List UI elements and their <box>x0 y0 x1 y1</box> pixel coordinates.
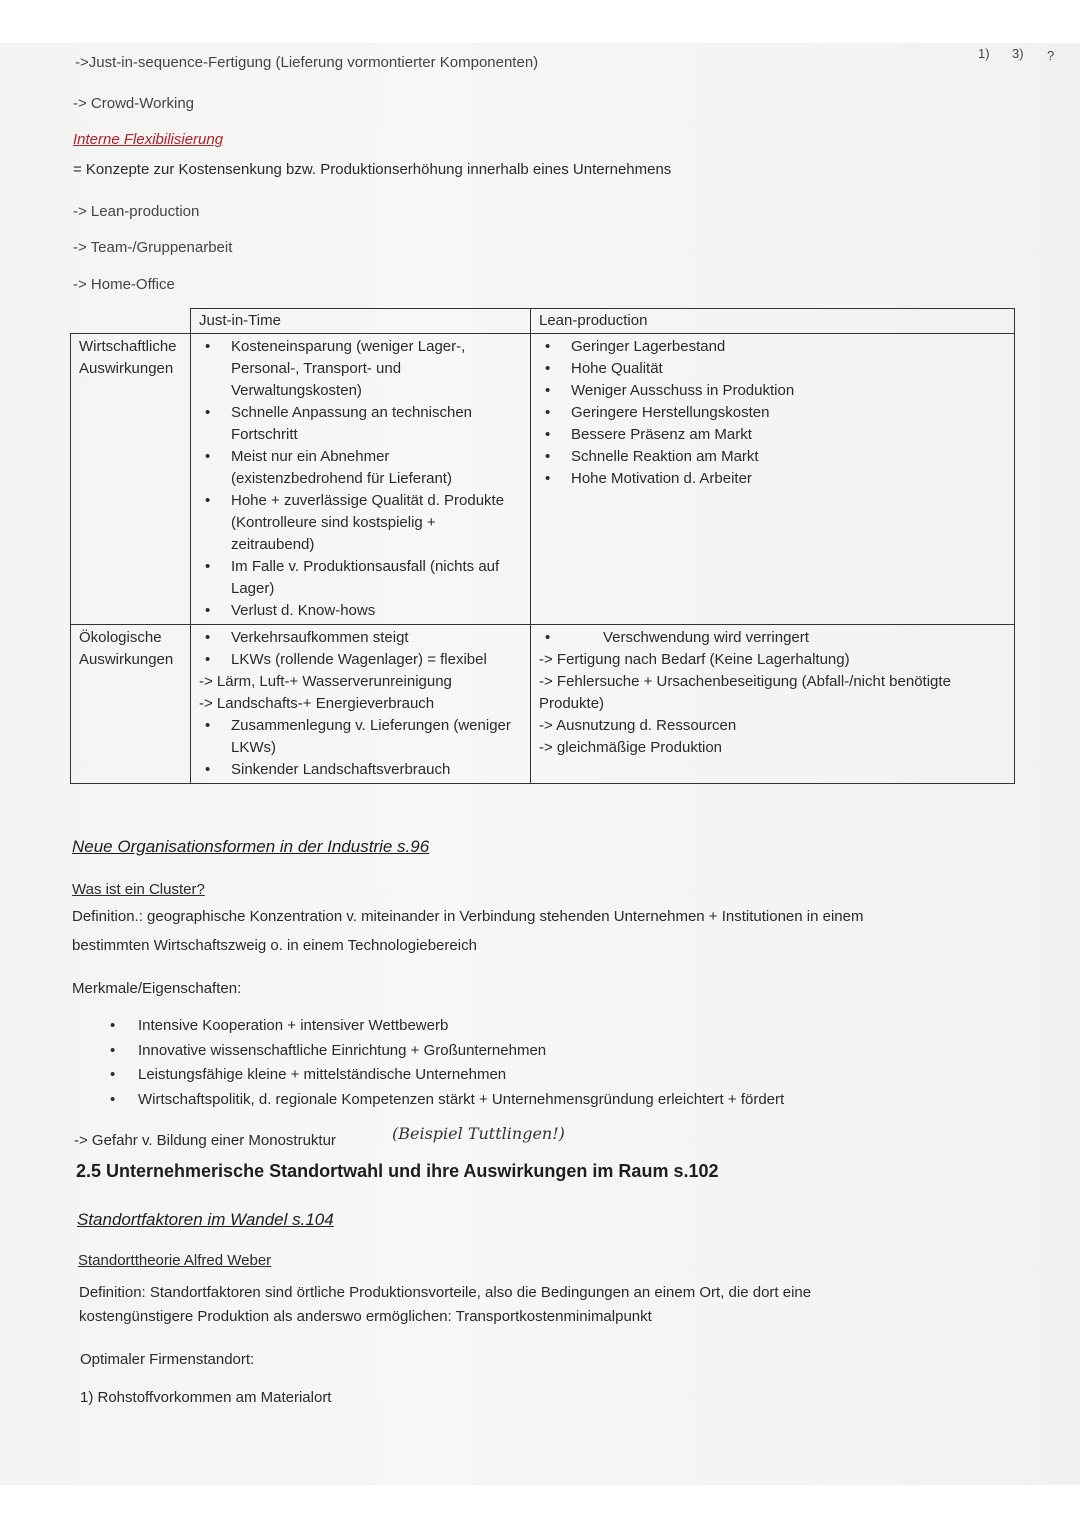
interne-item-3: -> Home-Office <box>73 276 175 293</box>
list-item: • Sinkender Landschaftsverbrauch <box>199 759 522 781</box>
standort-definition-1: Definition: Standortfaktoren sind örtliche Produktionsvorteile, also die Bedingungen an einem Ort, die dort eine <box>79 1284 812 1301</box>
section-title-organisation: Neue Organisationsformen in der Industrie s.96 <box>72 837 430 856</box>
economic-jit-cell <box>191 334 531 625</box>
ecological-lean-cell <box>531 625 1015 784</box>
cluster-definition-1: Definition.: geographische Konzentration v. miteinander in Verbindung stehenden Unternehmen + Institutionen in einem <box>72 908 864 925</box>
margin-mark-3: ? <box>1047 48 1055 63</box>
jis-line: ->Just-in-sequence-Fertigung (Lieferung vormontierter Komponenten) <box>75 54 539 71</box>
arrow-line: -> Fehlersuche + Ursachenbeseitigung (Abfall-/nicht benötigte Produkte) <box>539 673 951 712</box>
monostructure-risk: -> Gefahr v. Bildung einer Monostruktur <box>74 1132 336 1149</box>
table-header-row <box>71 309 1015 334</box>
list-item: • Intensive Kooperation + intensiver Wettbewerb <box>110 1014 784 1039</box>
list-item: • Hohe Motivation d. Arbeiter <box>539 468 1006 490</box>
table-header-empty <box>71 309 191 334</box>
margin-mark-2: 3) <box>1012 46 1024 61</box>
arrow-line: -> Lärm, Luft-+ Wasserverunreinigung <box>199 673 452 690</box>
list-item: • Kosteneinsparung (weniger Lager-, Personal-, Transport- und Verwaltungskosten) <box>199 336 522 402</box>
interne-definition: = Konzepte zur Kostensenkung bzw. Produktionserhöhung innerhalb eines Unternehmens <box>73 161 672 178</box>
list-item: • Im Falle v. Produktionsausfall (nichts auf Lager) <box>199 556 522 600</box>
list-item: • Meist nur ein Abnehmer (existenzbedrohend für Lieferant) <box>199 446 522 490</box>
list-item: • Innovative wissenschaftliche Einrichtung + Großunternehmen <box>110 1039 784 1064</box>
list-item: • Geringer Lagerbestand <box>539 336 1006 358</box>
table-header-lean: Lean-production <box>531 309 1015 334</box>
list-item: • Verlust d. Know-hows <box>199 600 522 622</box>
list-item: • Weniger Ausschuss in Produktion <box>539 380 1006 402</box>
section-title-2-5: 2.5 Unternehmerische Standortwahl und ihre Auswirkungen im Raum s.102 <box>76 1161 719 1181</box>
interne-heading: Interne Flexibilisierung <box>73 131 224 148</box>
list-item: • Zusammenlegung v. Lieferungen (weniger LKWs) <box>199 715 522 759</box>
row-label-ecological: Ökologische Auswirkungen <box>71 625 191 784</box>
cluster-definition-2: bestimmten Wirtschaftszweig o. in einem Technologiebereich <box>72 937 477 954</box>
list-item: • Hohe + zuverlässige Qualität d. Produkte (Kontrolleure sind kostspielig + zeitraubend) <box>199 490 522 556</box>
arrow-line: -> Fertigung nach Bedarf (Keine Lagerhaltung) <box>539 651 850 668</box>
comparison-table <box>70 308 1015 784</box>
optimal-item-1: 1) Rohstoffvorkommen am Materialort <box>80 1389 332 1406</box>
theory-heading: Standorttheorie Alfred Weber <box>78 1252 272 1269</box>
table-row-ecological <box>71 625 1015 784</box>
crowd-working-line: -> Crowd-Working <box>73 95 195 112</box>
arrow-line: -> Ausnutzung d. Ressourcen <box>539 717 737 734</box>
list-item: • Geringere Herstellungskosten <box>539 402 1006 424</box>
ecological-jit-cell <box>191 625 531 784</box>
interne-item-2: -> Team-/Gruppenarbeit <box>73 239 233 256</box>
list-item: • Verschwendung wird verringert <box>539 627 1006 649</box>
handwritten-note: (Beispiel Tuttlingen!) <box>392 1124 565 1143</box>
list-item: • Hohe Qualität <box>539 358 1006 380</box>
margin-mark-1: 1) <box>978 46 990 61</box>
table-row-economic <box>71 334 1015 625</box>
table-header-jit: Just-in-Time <box>191 309 531 334</box>
standort-definition-2: kostengünstigere Produktion als anderswo ermöglichen: Transportkostenminimalpunkt <box>79 1308 652 1325</box>
list-item: • Wirtschaftspolitik, d. regionale Kompetenzen stärkt + Unternehmensgründung erleichtert + fördert <box>110 1088 784 1113</box>
features-label: Merkmale/Eigenschaften: <box>72 980 242 997</box>
economic-lean-cell <box>531 334 1015 625</box>
list-item: • Schnelle Anpassung an technischen Fortschritt <box>199 402 522 446</box>
interne-item-1: -> Lean-production <box>73 203 200 220</box>
cluster-question: Was ist ein Cluster? <box>72 881 205 898</box>
optimal-label: Optimaler Firmenstandort: <box>80 1351 255 1368</box>
subsection-title: Standortfaktoren im Wandel s.104 <box>77 1210 334 1229</box>
features-list <box>110 1014 784 1112</box>
list-item: • Bessere Präsenz am Markt <box>539 424 1006 446</box>
row-label-economic: Wirtschaftliche Auswirkungen <box>71 334 191 625</box>
arrow-line: -> gleichmäßige Produktion <box>539 739 723 756</box>
list-item: • Schnelle Reaktion am Markt <box>539 446 1006 468</box>
list-item: • Verkehrsaufkommen steigt <box>199 627 522 649</box>
list-item: • Leistungsfähige kleine + mittelständische Unternehmen <box>110 1063 784 1088</box>
list-item: • LKWs (rollende Wagenlager) = flexibel <box>199 649 522 671</box>
arrow-line: -> Landschafts-+ Energieverbrauch <box>199 695 435 712</box>
